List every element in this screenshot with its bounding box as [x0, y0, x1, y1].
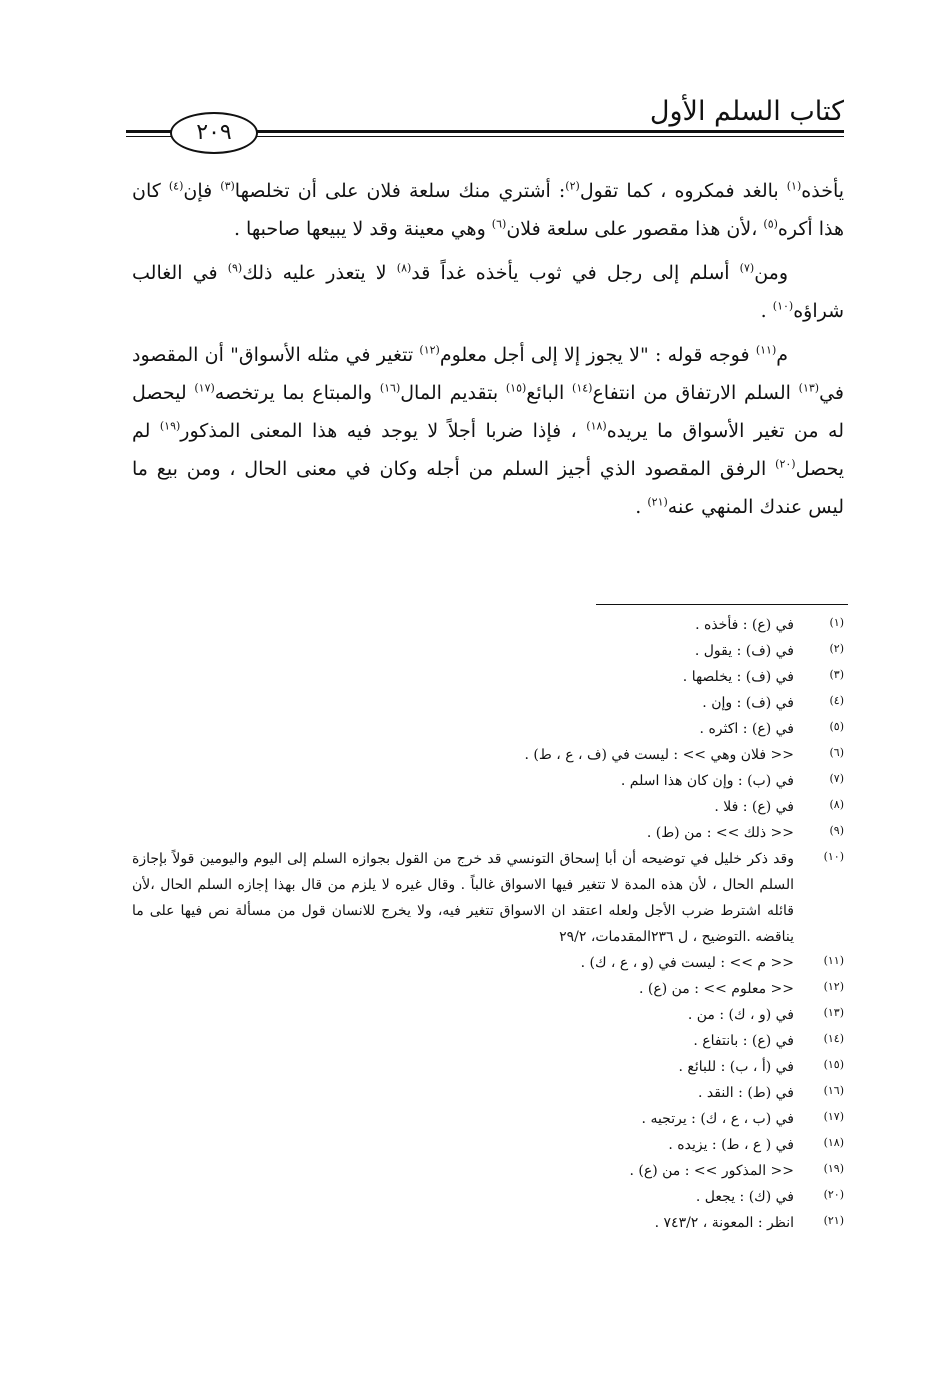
footnote-number: (١٢): [823, 980, 844, 993]
footnote-reference: (٥): [763, 217, 778, 231]
footnote-item: [132, 950, 844, 976]
text-segment: الرفق المقصود الذي أجيز السلم من أجله وكان في معنى الحال ، ومن بيع ما ليس عندك المنهي عنه: [132, 458, 844, 518]
footnote-number: (٨): [829, 798, 844, 811]
text-segment: السلم الارتفاق من انتفاع: [592, 382, 799, 404]
footnote-text: في (ف) : وإن .: [702, 695, 794, 711]
footnote-reference: (١٢): [419, 343, 440, 357]
text-segment: البائع: [526, 382, 573, 404]
text-segment: ،لأن هذا مقصور على سلعة فلان: [506, 218, 764, 240]
footnote-item: [132, 1132, 844, 1158]
text-segment: فوجه قوله : "لا يجوز إلا إلى أجل معلوم: [439, 344, 756, 366]
footnote-number: (١٤): [823, 1032, 844, 1045]
text-segment: م: [776, 344, 788, 366]
footnote-number: (١٦): [823, 1084, 844, 1097]
text-segment: ومن: [754, 262, 789, 284]
footnote-item: [132, 1158, 844, 1184]
footnote-item: [132, 1184, 844, 1210]
footnote-text: في (ف) : يخلصها .: [682, 669, 794, 685]
footnote-text: في (ع) : فلا .: [714, 799, 794, 815]
footnote-text: في (ب ، ع ، ك) : يرتجيه .: [641, 1111, 794, 1127]
footnote-number: (١١): [823, 954, 844, 967]
footnote-text: في (ع) : بانتفاع .: [693, 1033, 794, 1049]
footnote-number: (٣): [829, 668, 844, 681]
text-segment: في الغالب شراؤه: [132, 262, 844, 322]
footnote-text: << معلوم >> : من (ع) .: [638, 981, 794, 997]
body-paragraph: [132, 254, 844, 330]
footnote-text: في (و ، ك) : من .: [687, 1007, 794, 1023]
footnote-item: [132, 820, 844, 846]
footnote-reference: (١٨): [586, 419, 607, 433]
footnote-reference: (٨): [396, 261, 412, 275]
footnote-text: في (ط) : النقد .: [697, 1085, 794, 1101]
footnote-number: (١٥): [823, 1058, 844, 1071]
footnote-number: (٢١): [823, 1214, 844, 1227]
footnote-item: [132, 976, 844, 1002]
footnote-reference: (٧): [739, 261, 755, 275]
footnote-reference: (١٦): [379, 381, 401, 395]
footnote-text: << ذلك >> : من (ط) .: [646, 825, 794, 841]
footnote-item: [132, 1054, 844, 1080]
footnote-reference: (٢): [565, 179, 580, 193]
text-segment: فإن: [183, 180, 221, 202]
footnote-number: (٥): [829, 720, 844, 733]
footnote-text: << المذكور >> : من (ع) .: [629, 1163, 794, 1179]
text-segment: ليحصل له من تغير الأسواق ما يريده: [132, 382, 844, 442]
footnote-number: (٦): [829, 746, 844, 759]
footnote-number: (٢): [829, 642, 844, 655]
footnote-reference: (١): [786, 179, 802, 193]
footnote-reference: (١١): [755, 343, 777, 357]
footnote-divider: [596, 604, 848, 605]
footnote-item: [132, 612, 844, 638]
footnote-item: [132, 794, 844, 820]
body-paragraph: [132, 336, 844, 526]
text-segment: والمبتاع بما يرتخصه: [214, 382, 380, 404]
footnote-item: [132, 664, 844, 690]
footnote-text: في (أ ، ب) : للبائع .: [678, 1059, 794, 1075]
footnote-item: [132, 638, 844, 664]
text-segment: يأخذه: [801, 180, 845, 202]
text-segment: بتقديم المال: [400, 382, 506, 404]
footnote-item: [132, 1106, 844, 1132]
footnote-text: في (ع) : اكثره .: [699, 721, 794, 737]
footnote-reference: (٩): [227, 261, 243, 275]
footnote-item: [132, 1210, 844, 1236]
footnote-item: [132, 690, 844, 716]
footnote-reference: (٢٠): [775, 457, 796, 471]
footnote-text: في (ب) : وإن كان هذا اسلم .: [620, 773, 794, 789]
footnote-text: << م >> : ليست في (و ، ع ، ك) .: [580, 955, 794, 971]
footnote-text: في (ف) : يقول .: [694, 643, 794, 659]
body-paragraph: [132, 172, 844, 248]
footnote-number: (١): [829, 616, 844, 629]
footnote-text: في (ع) : فأخذه .: [695, 617, 794, 633]
footnote-number: (٧): [829, 772, 844, 785]
footnote-number: (٩): [829, 824, 844, 837]
footnote-item: [132, 1028, 844, 1054]
footnotes-section: [132, 612, 844, 1236]
footnote-reference: (٦): [491, 217, 507, 231]
footnote-reference: (١٧): [194, 381, 215, 395]
footnote-number: (١٠): [823, 850, 844, 863]
footnote-item: [132, 742, 844, 768]
footnote-reference: (٤): [168, 179, 184, 193]
text-segment: لم يحصل: [132, 420, 844, 480]
text-segment: كان هذا أكره: [132, 180, 844, 240]
footnote-number: (١٨): [823, 1136, 844, 1149]
footnote-reference: (١٩): [159, 419, 181, 433]
footnote-text: في ( ع ، ط) : يزيده .: [668, 1137, 794, 1153]
footnote-item: [132, 1080, 844, 1106]
text-segment: أسلم إلى رجل في ثوب يأخذه غداً قد: [411, 262, 740, 284]
text-segment: ، فإذا ضربا أجلاً لا يوجد فيه هذا المعنى المذكور: [180, 420, 587, 442]
footnote-number: (١٧): [823, 1110, 844, 1123]
footnote-reference: (٣): [220, 179, 235, 193]
footnote-text: انظر : المعونة ، ٧٤٣/٢ .: [654, 1215, 794, 1231]
footnote-number: (٢٠): [823, 1188, 844, 1201]
main-body-text: [132, 172, 844, 526]
footnote-number: (١٣): [823, 1006, 844, 1019]
footnote-text: وقد ذكر خليل في توضيحه أن أبا إسحاق التونسي قد خرج من القول بجوازه السلم إلى اليوم واليومين قولاً بإجازة السلم الحال ، لأن هذه المدة لا تتغير فيها الاسواق غالباً . وقال غيره لا يلزم من قال بهذا إجازه السلم الحال ،لأن قائله اشترط ضرب الأجل ولعله اعتقد ان الاسواق تتغير فيه، ولا يخرج للانسان قول من مسألة نص فيها على ما يناقضه .التوضيح ، ل ٢٣٦المقدمات، ٢٩/٢: [132, 851, 794, 945]
footnote-reference: (١٥): [505, 381, 527, 395]
footnote-reference: (٢١): [647, 495, 668, 509]
footnote-item: [132, 1002, 844, 1028]
text-segment: .: [635, 496, 648, 518]
footnote-text: << فلان وهي >> : ليست في (ف ، ع ، ط) .: [524, 747, 794, 763]
footnote-text: في (ك) : يجعل .: [695, 1189, 794, 1205]
page-number: ٢٠٩: [170, 112, 258, 154]
text-segment: : أشتري منك سلعة فلان على أن تخلصها: [234, 180, 566, 202]
footnote-number: (٤): [829, 694, 844, 707]
footnote-reference: (١٤): [572, 381, 593, 395]
running-header-title: كتاب السلم الأول: [649, 96, 844, 127]
text-segment: بالغد فمكروه ، كما تقول: [579, 180, 787, 202]
text-segment: تتغير في مثله الأسواق" أن المقصود في: [132, 344, 845, 404]
footnote-reference: (١٣): [798, 381, 820, 395]
footnote-item: [132, 716, 844, 742]
text-segment: وهي معينة وقد لا يبيعها صاحبها .: [233, 218, 492, 240]
footnote-number: (١٩): [823, 1162, 844, 1175]
text-segment: لا يتعذر عليه ذلك: [242, 262, 397, 284]
footnote-item: [132, 768, 844, 794]
footnote-item: [132, 846, 844, 950]
footnote-reference: (١٠): [772, 299, 794, 313]
text-segment: .: [760, 300, 773, 322]
